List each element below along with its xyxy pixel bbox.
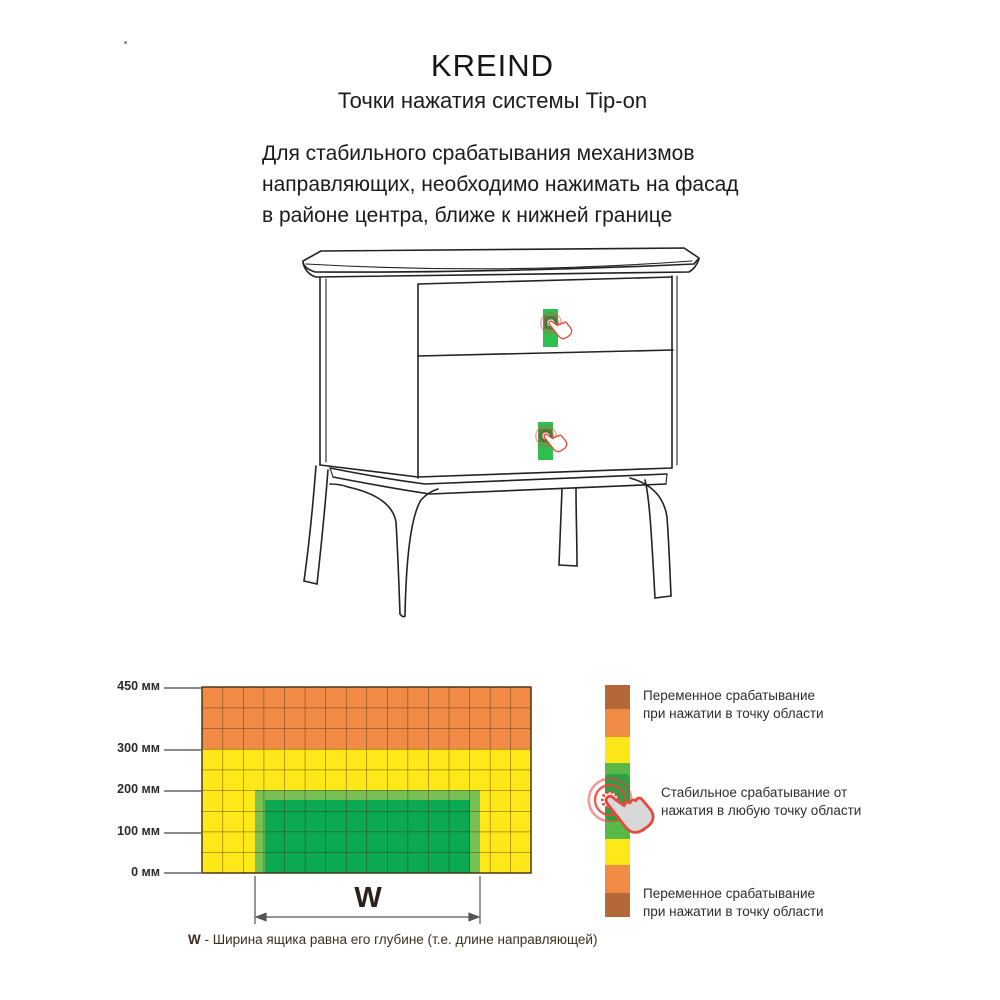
- y-tick-450: 450 мм: [117, 679, 160, 693]
- intro-line: в районе центра, ближе к нижней границе: [262, 204, 673, 227]
- stray-mark: [124, 41, 127, 44]
- press-zone-indicator-drawer1: [541, 309, 574, 347]
- dimension-symbol: W: [354, 882, 382, 914]
- tick-line: [164, 872, 201, 874]
- y-tick-200: 200 мм: [117, 782, 160, 796]
- intro-line: Для стабильного срабатывания механизмов: [262, 142, 695, 165]
- tick-line: [164, 790, 201, 792]
- footnote-text: - Ширина ящика равна его глубине (т.е. длине направляющей): [200, 932, 598, 947]
- legend-seg-orange: [605, 709, 630, 737]
- nightstand-drawing: [225, 240, 775, 640]
- touch-hand-icon: [589, 779, 658, 838]
- intro-paragraph: [262, 138, 782, 231]
- legend-seg-brown: [605, 685, 630, 709]
- zone-grid: [202, 687, 531, 873]
- tick-line: [164, 832, 201, 834]
- tick-line: [164, 687, 201, 689]
- legend-seg-orange: [605, 865, 630, 893]
- y-tick-100: 100 мм: [117, 824, 160, 838]
- dimension-footnote: [188, 932, 597, 947]
- y-tick-300: 300 мм: [117, 741, 160, 755]
- legend-item-variable-bottom: Переменное срабатывание при нажатии в точку области: [643, 886, 824, 919]
- legend-seg-brown: [605, 893, 630, 917]
- intro-line: направляющих, необходимо нажимать на фасад: [262, 173, 739, 196]
- press-zone-indicator-drawer2: [536, 422, 569, 460]
- legend-item-variable-top: Переменное срабатывание при нажатии в точку области: [643, 688, 824, 721]
- y-tick-0: 0 мм: [131, 865, 160, 879]
- brand-title: KREIND: [430, 48, 555, 83]
- tick-line: [164, 749, 201, 751]
- footnote-symbol: W: [188, 932, 201, 947]
- page-title: Точки нажатия системы Tip-on: [337, 88, 648, 113]
- legend-item-stable: Стабильное срабатывание от нажатия в любую точку области: [661, 785, 862, 818]
